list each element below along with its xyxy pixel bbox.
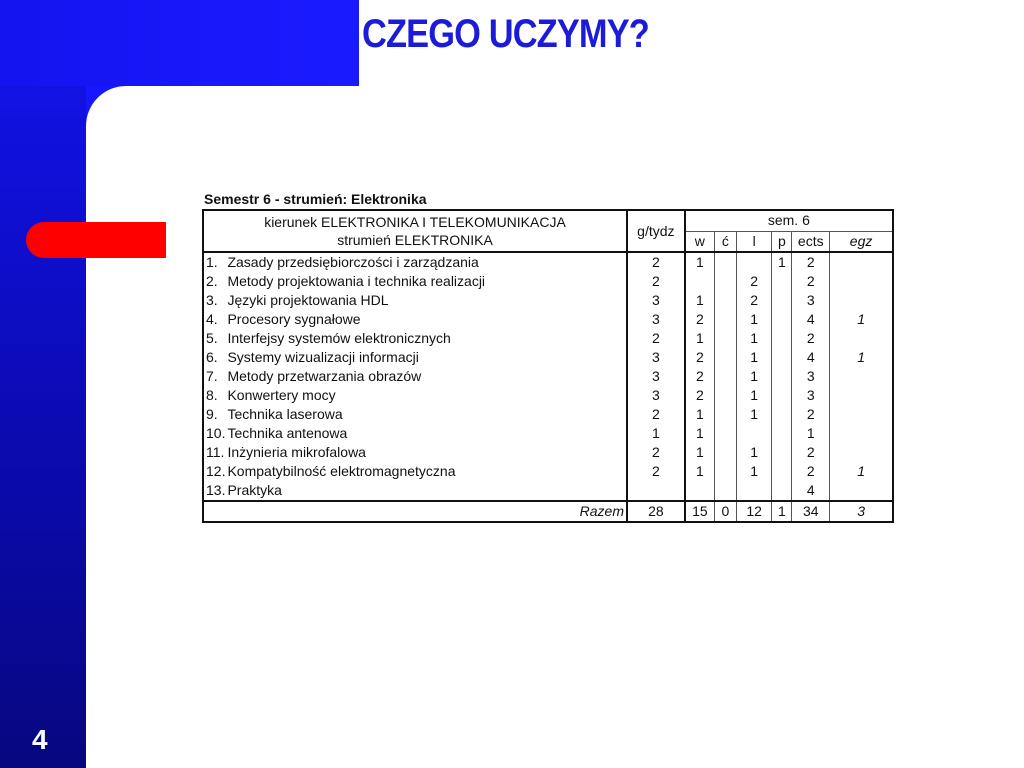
cell-course-name: Języki projektowania HDL (227, 291, 627, 310)
cell-w: 2 (685, 386, 715, 405)
cell-ects: 2 (792, 272, 830, 291)
cell-gtydz: 3 (627, 386, 685, 405)
cell-index: 2. (206, 273, 218, 289)
col-ects-header: ects (792, 231, 830, 252)
cell-ects: 3 (792, 386, 830, 405)
table-row (203, 386, 893, 405)
cell-p (772, 329, 792, 348)
table-row (203, 348, 893, 367)
cell-course-name: Procesory sygnałowe (227, 310, 627, 329)
cell-egz (830, 424, 893, 443)
col-p-header: p (772, 231, 792, 252)
cell-l: 1 (736, 367, 772, 386)
cell-index: 10. (206, 425, 226, 441)
cell-gtydz (627, 481, 685, 501)
cell-l: 2 (736, 291, 772, 310)
table-row (203, 443, 893, 462)
table-row (203, 405, 893, 424)
cell-index: 7. (206, 368, 218, 384)
col-w-header: w (685, 231, 715, 252)
cell-egz: 1 (857, 311, 865, 327)
col-egz-header: egz (830, 231, 893, 252)
cell-egz (830, 405, 893, 424)
total-label: Razem (203, 501, 627, 522)
cell-gtydz: 2 (627, 329, 685, 348)
cell-ects: 2 (792, 405, 830, 424)
cell-egz (830, 386, 893, 405)
cell-w (685, 272, 715, 291)
cell-gtydz: 2 (627, 443, 685, 462)
total-cell-egz: 3 (830, 501, 893, 522)
cell-gtydz: 1 (627, 424, 685, 443)
cell-p (772, 291, 792, 310)
cell-ects: 4 (792, 310, 830, 329)
cell-index: 1. (206, 254, 218, 270)
cell-l: 1 (736, 443, 772, 462)
cell-index: 5. (206, 330, 218, 346)
table-row (203, 481, 893, 501)
cell-l: 1 (736, 386, 772, 405)
cell-w: 1 (685, 462, 715, 481)
cell-course-name: Zasady przedsiębiorczości i zarządzania (227, 252, 627, 272)
cell-ects: 2 (792, 252, 830, 272)
cell-ects: 4 (792, 481, 830, 501)
cell-egz (830, 329, 893, 348)
cell-course-name: Kompatybilność elektromagnetyczna (227, 462, 627, 481)
cell-egz (830, 291, 893, 310)
cell-w: 1 (685, 424, 715, 443)
cell-c (715, 443, 737, 462)
table-row (203, 252, 893, 272)
cell-gtydz: 2 (627, 405, 685, 424)
cell-p: 1 (772, 252, 792, 272)
cell-c (715, 386, 737, 405)
cell-c (715, 405, 737, 424)
cell-ects: 2 (792, 443, 830, 462)
cell-gtydz: 3 (627, 291, 685, 310)
cell-l (736, 481, 772, 501)
cell-l (736, 252, 772, 272)
cell-course-name: Systemy wizualizacji informacji (227, 348, 627, 367)
semester-header: sem. 6 (685, 210, 893, 231)
cell-ects: 2 (792, 462, 830, 481)
cell-gtydz: 2 (627, 462, 685, 481)
cell-l (736, 424, 772, 443)
cell-p (772, 386, 792, 405)
cell-c (715, 348, 737, 367)
cell-course-name: Technika laserowa (227, 405, 627, 424)
header-line-2: strumień ELEKTRONIKA (337, 232, 493, 248)
cell-c (715, 329, 737, 348)
cell-ects: 3 (792, 367, 830, 386)
cell-p (772, 367, 792, 386)
cell-l: 1 (736, 310, 772, 329)
cell-gtydz: 2 (627, 272, 685, 291)
cell-index: 6. (206, 349, 218, 365)
cell-egz (830, 367, 893, 386)
cell-p (772, 348, 792, 367)
slide-number: 4 (32, 724, 48, 755)
cell-w: 1 (685, 291, 715, 310)
table-row (203, 424, 893, 443)
cell-c (715, 291, 737, 310)
total-row (203, 501, 893, 522)
cell-w (685, 481, 715, 501)
total-cell-ects: 34 (792, 501, 830, 522)
cell-course-name: Metody przetwarzania obrazów (227, 367, 627, 386)
cell-p (772, 424, 792, 443)
cell-gtydz: 2 (627, 252, 685, 272)
cell-p (772, 310, 792, 329)
table-header-row (203, 210, 893, 231)
cell-egz (830, 443, 893, 462)
cell-ects: 1 (792, 424, 830, 443)
table-row (203, 291, 893, 310)
cell-l: 1 (736, 462, 772, 481)
cell-index: 12. (206, 463, 226, 479)
slide-title: CZEGO UCZYMY? (362, 12, 649, 56)
table-row (203, 329, 893, 348)
col-c-header: ć (715, 231, 737, 252)
cell-index: 3. (206, 292, 218, 308)
cell-w: 2 (685, 310, 715, 329)
cell-index: 8. (206, 387, 218, 403)
cell-l: 1 (736, 348, 772, 367)
cell-c (715, 481, 737, 501)
total-cell-w: 15 (685, 501, 715, 522)
cell-course-name: Metody projektowania i technika realizacji (227, 272, 627, 291)
cell-p (772, 462, 792, 481)
cell-course-name: Inżynieria mikrofalowa (227, 443, 627, 462)
cell-c (715, 367, 737, 386)
table-row (203, 367, 893, 386)
cell-l: 1 (736, 405, 772, 424)
cell-w: 1 (685, 443, 715, 462)
cell-index: 11. (206, 444, 225, 460)
table-row (203, 310, 893, 329)
table-row (203, 272, 893, 291)
cell-c (715, 424, 737, 443)
cell-ects: 2 (792, 329, 830, 348)
cell-w: 1 (685, 252, 715, 272)
left-blue-band (0, 0, 86, 768)
cell-gtydz: 3 (627, 348, 685, 367)
table-caption: Semestr 6 - strumień: Elektronika (204, 191, 427, 207)
total-cell-l: 12 (736, 501, 772, 522)
cell-p (772, 481, 792, 501)
curriculum-table (202, 209, 894, 523)
top-blue-band (0, 0, 359, 86)
cell-course-name: Praktyka (227, 481, 627, 501)
red-accent-bar (26, 222, 166, 258)
gtydz-header: g/tydz (627, 210, 685, 252)
cell-egz (830, 481, 893, 501)
total-cell-p: 1 (772, 501, 792, 522)
cell-p (772, 405, 792, 424)
cell-w: 2 (685, 367, 715, 386)
cell-course-name: Konwertery mocy (227, 386, 627, 405)
cell-course-name: Interfejsy systemów elektronicznych (227, 329, 627, 348)
cell-w: 1 (685, 329, 715, 348)
total-cell-c: 0 (715, 501, 737, 522)
cell-course-name: Technika antenowa (227, 424, 627, 443)
total-cell-gtydz: 28 (627, 501, 685, 522)
cell-ects: 4 (792, 348, 830, 367)
header-line-1: kierunek ELEKTRONIKA I TELEKOMUNIKACJA (264, 214, 566, 230)
cell-index: 4. (206, 311, 218, 327)
cell-index: 13. (206, 482, 226, 498)
cell-ects: 3 (792, 291, 830, 310)
course-header (203, 210, 627, 252)
cell-w: 2 (685, 348, 715, 367)
cell-c (715, 272, 737, 291)
cell-p (772, 443, 792, 462)
cell-gtydz: 3 (627, 367, 685, 386)
cell-w: 1 (685, 405, 715, 424)
cell-egz (830, 252, 893, 272)
cell-c (715, 310, 737, 329)
cell-l: 1 (736, 329, 772, 348)
col-l-header: l (736, 231, 772, 252)
cell-l: 2 (736, 272, 772, 291)
table-row (203, 462, 893, 481)
cell-egz: 1 (857, 463, 865, 479)
cell-egz (830, 272, 893, 291)
cell-egz: 1 (857, 349, 865, 365)
cell-index: 9. (206, 406, 218, 422)
cell-p (772, 272, 792, 291)
cell-c (715, 252, 737, 272)
cell-gtydz: 3 (627, 310, 685, 329)
cell-c (715, 462, 737, 481)
